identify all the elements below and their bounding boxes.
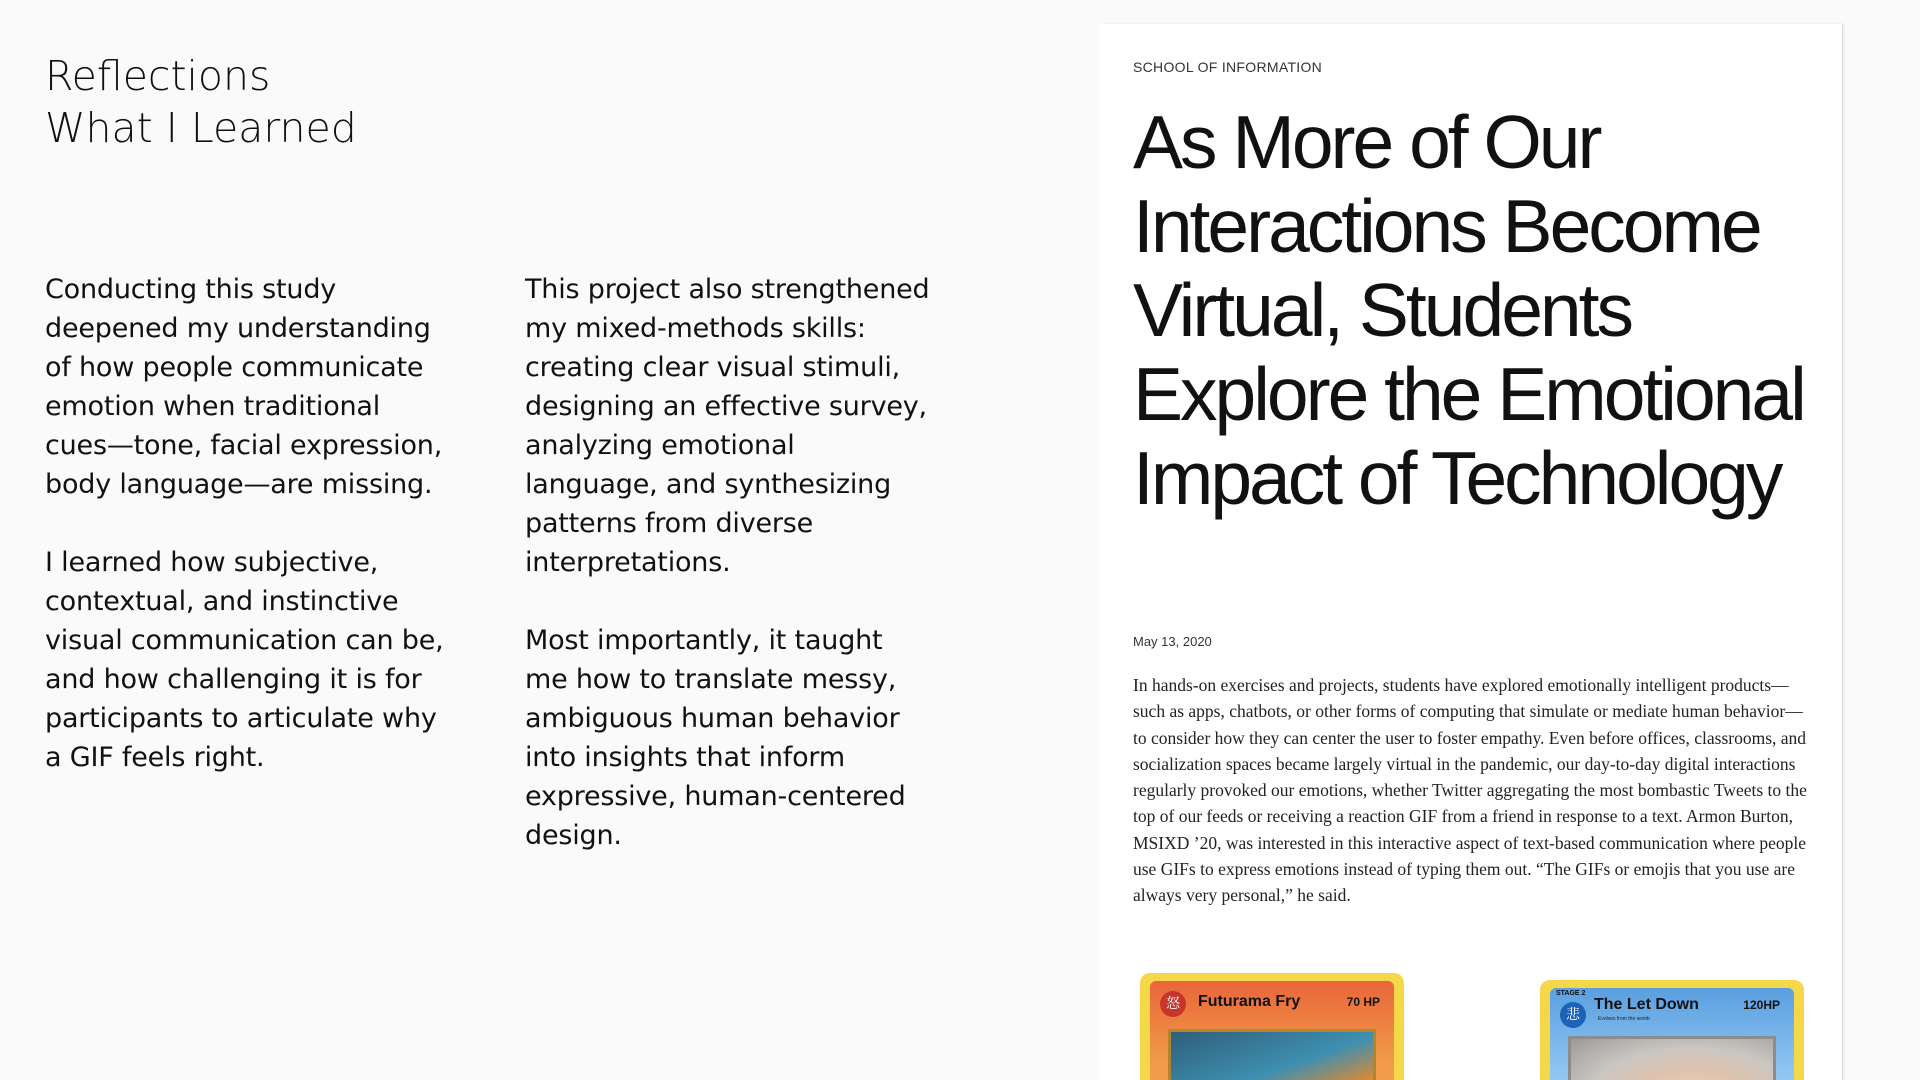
anger-badge-icon: 怒 (1160, 991, 1186, 1017)
article-title: As More of Our Interactions Become Virtual, Students Explore the Emotional Impact of Technology (1133, 100, 1804, 520)
sadness-badge-icon: 悲 (1560, 1002, 1586, 1028)
gif-trading-card (1140, 973, 1404, 1080)
article-body: In hands-on exercises and projects, students have explored emotionally intelligent products—such as apps, chatbots, or other forms of computing that simulate or mediate human behavior—to consider how they can center the user to foster empathy. Even before offices, classrooms, and socialization spaces became largely virtual in the pandemic, our day-to-day digital interactions regularly provoked our emotions, whether Twitter aggregating the most bombastic Tweets to the top of our feeds or receiving a reaction GIF from a friend in response to a text. Armon Burton, MSIXD ’20, was interested in this interactive aspect of text-based communication where people use GIFs to express emotions instead of typing them out. “The GIFs or emojis that you use are always very personal,” he said. (1133, 675, 1807, 906)
card-artwork (1568, 1036, 1776, 1080)
gif-trading-card (1540, 980, 1804, 1080)
card-face (1550, 988, 1794, 1080)
card-name: The Let Down (1594, 996, 1699, 1013)
card-stage: STAGE 2 (1556, 990, 1586, 997)
reflection-column-right (525, 270, 930, 894)
reflection-paragraph: I learned how subjective, contextual, and instinctive visual communication can be, and how challenging it is for participants to articulate why a GIF feels right. (45, 547, 444, 773)
card-hp: 70 HP (1346, 995, 1380, 1009)
card-subtitle: Evolves from the womb (1598, 1016, 1650, 1022)
reflection-column-left (45, 270, 450, 816)
reflection-paragraph: This project also strengthened my mixed-methods skills: creating clear visual stimuli, designing an effective survey, analyzing emotional language, and synthesizing patterns from diverse interpretations. (525, 274, 930, 578)
reflection-paragraph: Most importantly, it taught me how to translate messy, ambiguous human behavior into insights that inform expressive, human-centered design. (525, 625, 906, 851)
card-name: Futurama Fry (1198, 993, 1301, 1010)
article-screenshot (1100, 24, 1842, 1080)
reflection-paragraph: Conducting this study deepened my understanding of how people communicate emotion when traditional cues—tone, facial expression, body language—are missing. (45, 274, 443, 500)
card-face (1150, 981, 1394, 1080)
heading-line-what-i-learned: What I Learned (45, 104, 357, 152)
section-heading (45, 50, 545, 154)
card-hp: 120HP (1743, 998, 1780, 1012)
heading-line-reflections: Reflections (45, 52, 271, 100)
article-date: May 13, 2020 (1133, 634, 1212, 649)
article-kicker: SCHOOL OF INFORMATION (1133, 59, 1323, 75)
card-artwork (1168, 1029, 1376, 1080)
